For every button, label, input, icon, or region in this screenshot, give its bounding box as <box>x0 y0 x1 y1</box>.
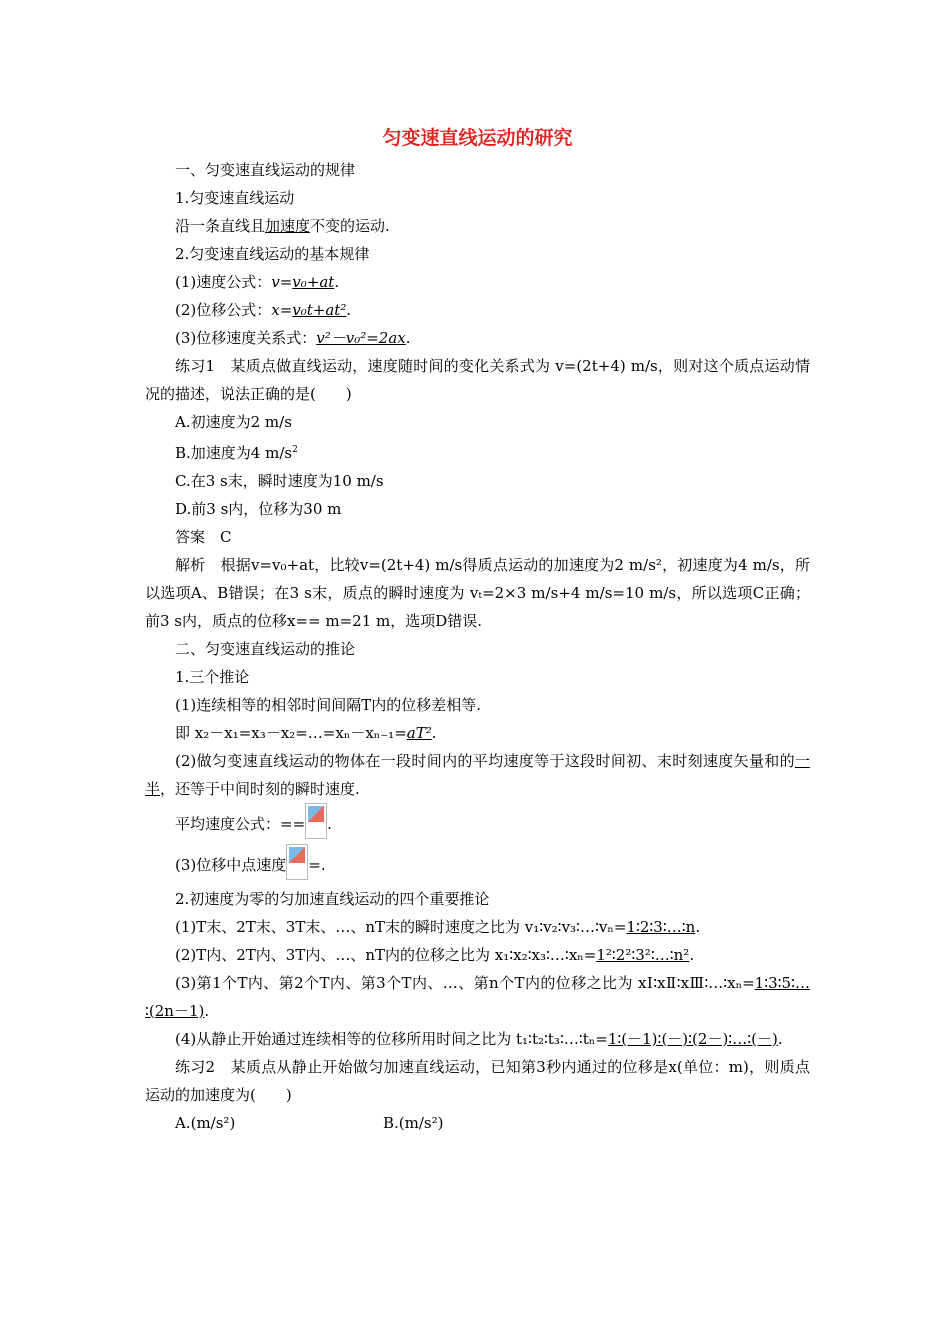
exercise-2-options <box>145 1109 810 1137</box>
velocity-displacement-formula: (3)位移速度关系式：v²－v₀²=2ax. <box>175 329 411 347</box>
subheading-four-corollaries: 2.初速度为零的匀加速直线运动的四个重要推论 <box>175 890 490 908</box>
exercise-1: 练习1 某质点做直线运动，速度随时间的变化关系式为 v=(2t+4) m/s，则对这个质点运动情况的描述，说法正确的是( ) <box>145 357 810 403</box>
exercise-1-option-d: D.前3 s内，位移为30 m <box>175 500 342 518</box>
zero-start-rule-1: (1)T末、2T末、3T末、…、nT末的瞬时速度之比为 v₁∶v₂∶v₃∶…∶vₙ=1∶2∶3∶…∶n. <box>175 918 701 936</box>
exercise-1-option-c: C.在3 s末，瞬时速度为10 m/s <box>175 472 384 490</box>
exercise-1-option-b: B.加速度为4 $m/s^2$ <box>175 444 298 462</box>
corollary-3-midpoint-velocity: (3)位移中点速度 =. <box>145 844 810 885</box>
zero-start-rule-3: (3)第1个T内、第2个T内、第3个T内、…、第n个T内的位移之比为 xⅠ∶xⅡ∶xⅢ∶…∶xₙ=1∶3∶5∶…∶(2n－1). <box>145 974 810 1020</box>
zero-start-rule-2: (2)T内、2T内、3T内、…、nT内的位移之比为 x₁∶x₂∶x₃∶…∶xₙ=1²∶2²∶3²∶…∶n². <box>175 946 695 964</box>
subheading-uniform-motion: 1.匀变速直线运动 <box>175 189 295 207</box>
definition-line: 沿一条直线且加速度不变的运动. <box>175 217 390 235</box>
section-heading-2: 二、匀变速直线运动的推论 <box>175 640 356 658</box>
exercise-1-answer: 答案 C <box>175 528 232 546</box>
exercise-1-option-a: A.初速度为2 m/s <box>175 413 292 431</box>
exercise-2-option-b: B.(m/s²) <box>383 1114 444 1132</box>
displacement-formula: (2)位移公式：x=v₀t+at². <box>175 301 352 319</box>
zero-start-rule-4: (4)从静止开始通过连续相等的位移所用时间之比为 t₁∶t₂∶t₃∶…∶tₙ=1∶(－1)∶(－)∶(2－)∶…∶(－). <box>175 1030 783 1048</box>
section-heading-1: 一、匀变速直线运动的规律 <box>175 161 356 179</box>
exercise-2: 练习2 某质点从静止开始做匀加速直线运动，已知第3秒内通过的位移是x(单位：m)，则质点运动的加速度为( ) <box>145 1058 810 1104</box>
exercise-1-explanation: 解析 根据v=v₀+at，比较v=(2t+4) m/s得质点运动的加速度为2 m/s²，初速度为4 m/s，所以选项A、B错误；在3 s末，质点的瞬时速度为 vₜ=2×3 m/s+4 m/s=10 m/s，所以选项C正确；前3 s内，质点的位移x== m=21 m，选项D错误. <box>145 556 810 630</box>
corollary-1: (1)连续相等的相邻时间间隔T内的位移差相等. <box>175 696 482 714</box>
corollary-1-formula: 即 x₂－x₁=x₃－x₂=…=xₙ－xₙ₋₁=aT². <box>175 724 437 742</box>
formula-image-icon <box>286 844 308 880</box>
corollary-2: (2)做匀变速直线运动的物体在一段时间内的平均速度等于这段时间初、末时刻速度矢量和的一半，还等于中间时刻的瞬时速度. <box>145 752 810 798</box>
velocity-formula: (1)速度公式：v=v₀+at. <box>175 273 340 291</box>
exercise-2-option-a: A.(m/s²) <box>175 1114 236 1132</box>
subheading-basic-rules: 2.匀变速直线运动的基本规律 <box>175 245 370 263</box>
formula-image-icon <box>305 803 327 839</box>
document-page <box>145 126 810 1137</box>
subheading-three-corollaries: 1.三个推论 <box>175 668 250 686</box>
average-velocity-formula: 平均速度公式：== . <box>145 803 810 844</box>
page-title: 匀变速直线运动的研究 <box>382 127 573 149</box>
